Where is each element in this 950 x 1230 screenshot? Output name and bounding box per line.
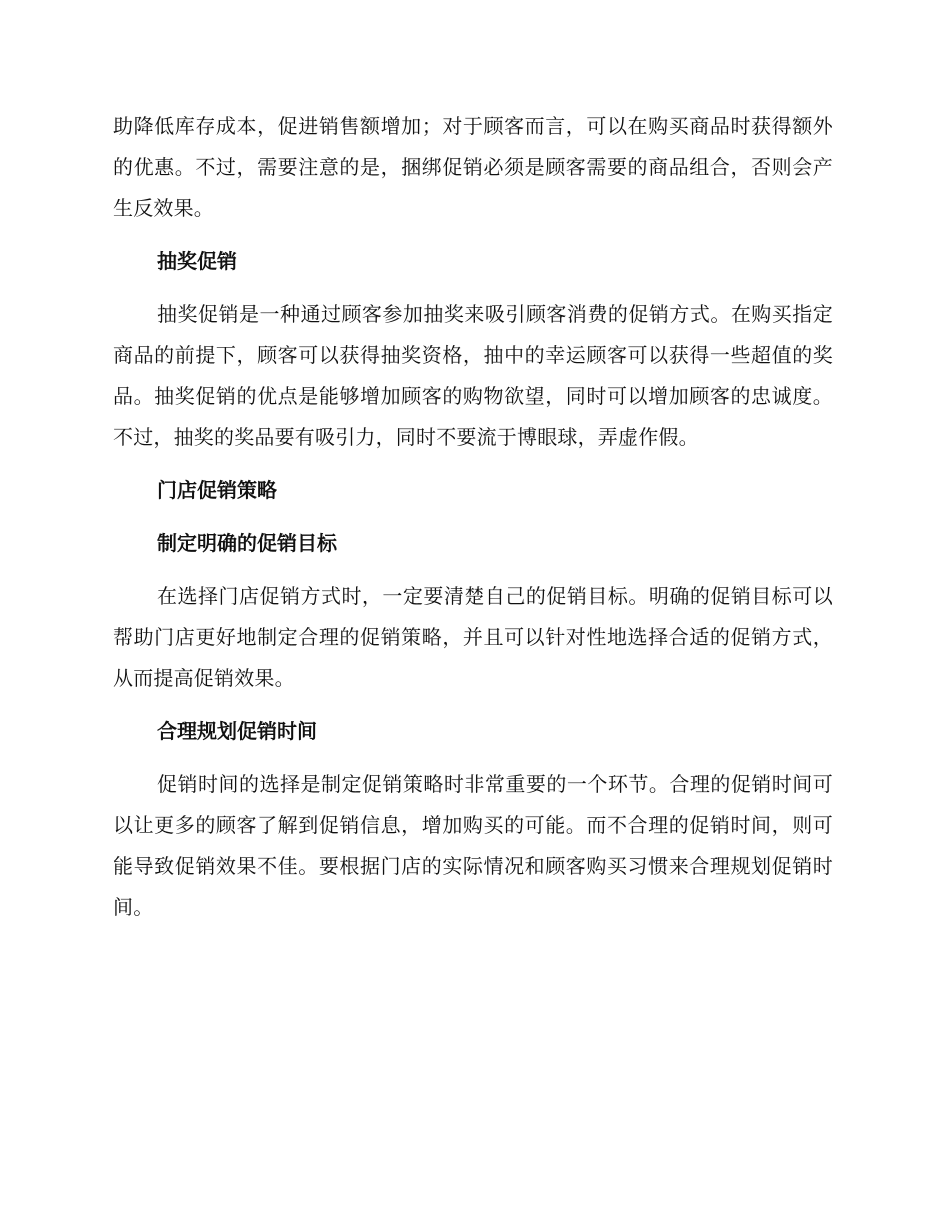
document-page <box>113 106 833 928</box>
paragraph-clear-promotion-goals: 在选择门店促销方式时，一定要清楚自己的促销目标。明确的促销目标可以帮助门店更好地制定合理的促销策略，并且可以针对性地选择合适的促销方式，从而提高促销效果。 <box>113 584 833 690</box>
heading-plan-promotion-time: 合理规划促销时间 <box>157 719 317 743</box>
paragraph-lottery-promotion: 抽奖促销是一种通过顾客参加抽奖来吸引顾客消费的促销方式。在购买指定商品的前提下，顾客可以获得抽奖资格，抽中的幸运顾客可以获得一些超值的奖品。抽奖促销的优点是能够增加顾客的购物欲望，同时可以增加顾客的忠诚度。不过，抽奖的奖品要有吸引力，同时不要流于博眼球，弄虚作假。 <box>113 302 833 449</box>
heading-lottery-promotion: 抽奖促销 <box>157 249 237 273</box>
heading-store-promotion-strategy: 门店促销策略 <box>157 478 277 502</box>
paragraph-bundle-promotion-end: 助降低库存成本，促进销售额增加；对于顾客而言，可以在购买商品时获得额外的优惠。不过，需要注意的是，捆绑促销必须是顾客需要的商品组合，否则会产生反效果。 <box>113 114 833 220</box>
paragraph-plan-promotion-time: 促销时间的选择是制定促销策略时非常重要的一个环节。合理的促销时间可以让更多的顾客了解到促销信息，增加购买的可能。而不合理的促销时间，则可能导致促销效果不佳。要根据门店的实际情况和顾客购买习惯来合理规划促销时间。 <box>113 772 833 919</box>
heading-clear-promotion-goals: 制定明确的促销目标 <box>157 531 337 555</box>
